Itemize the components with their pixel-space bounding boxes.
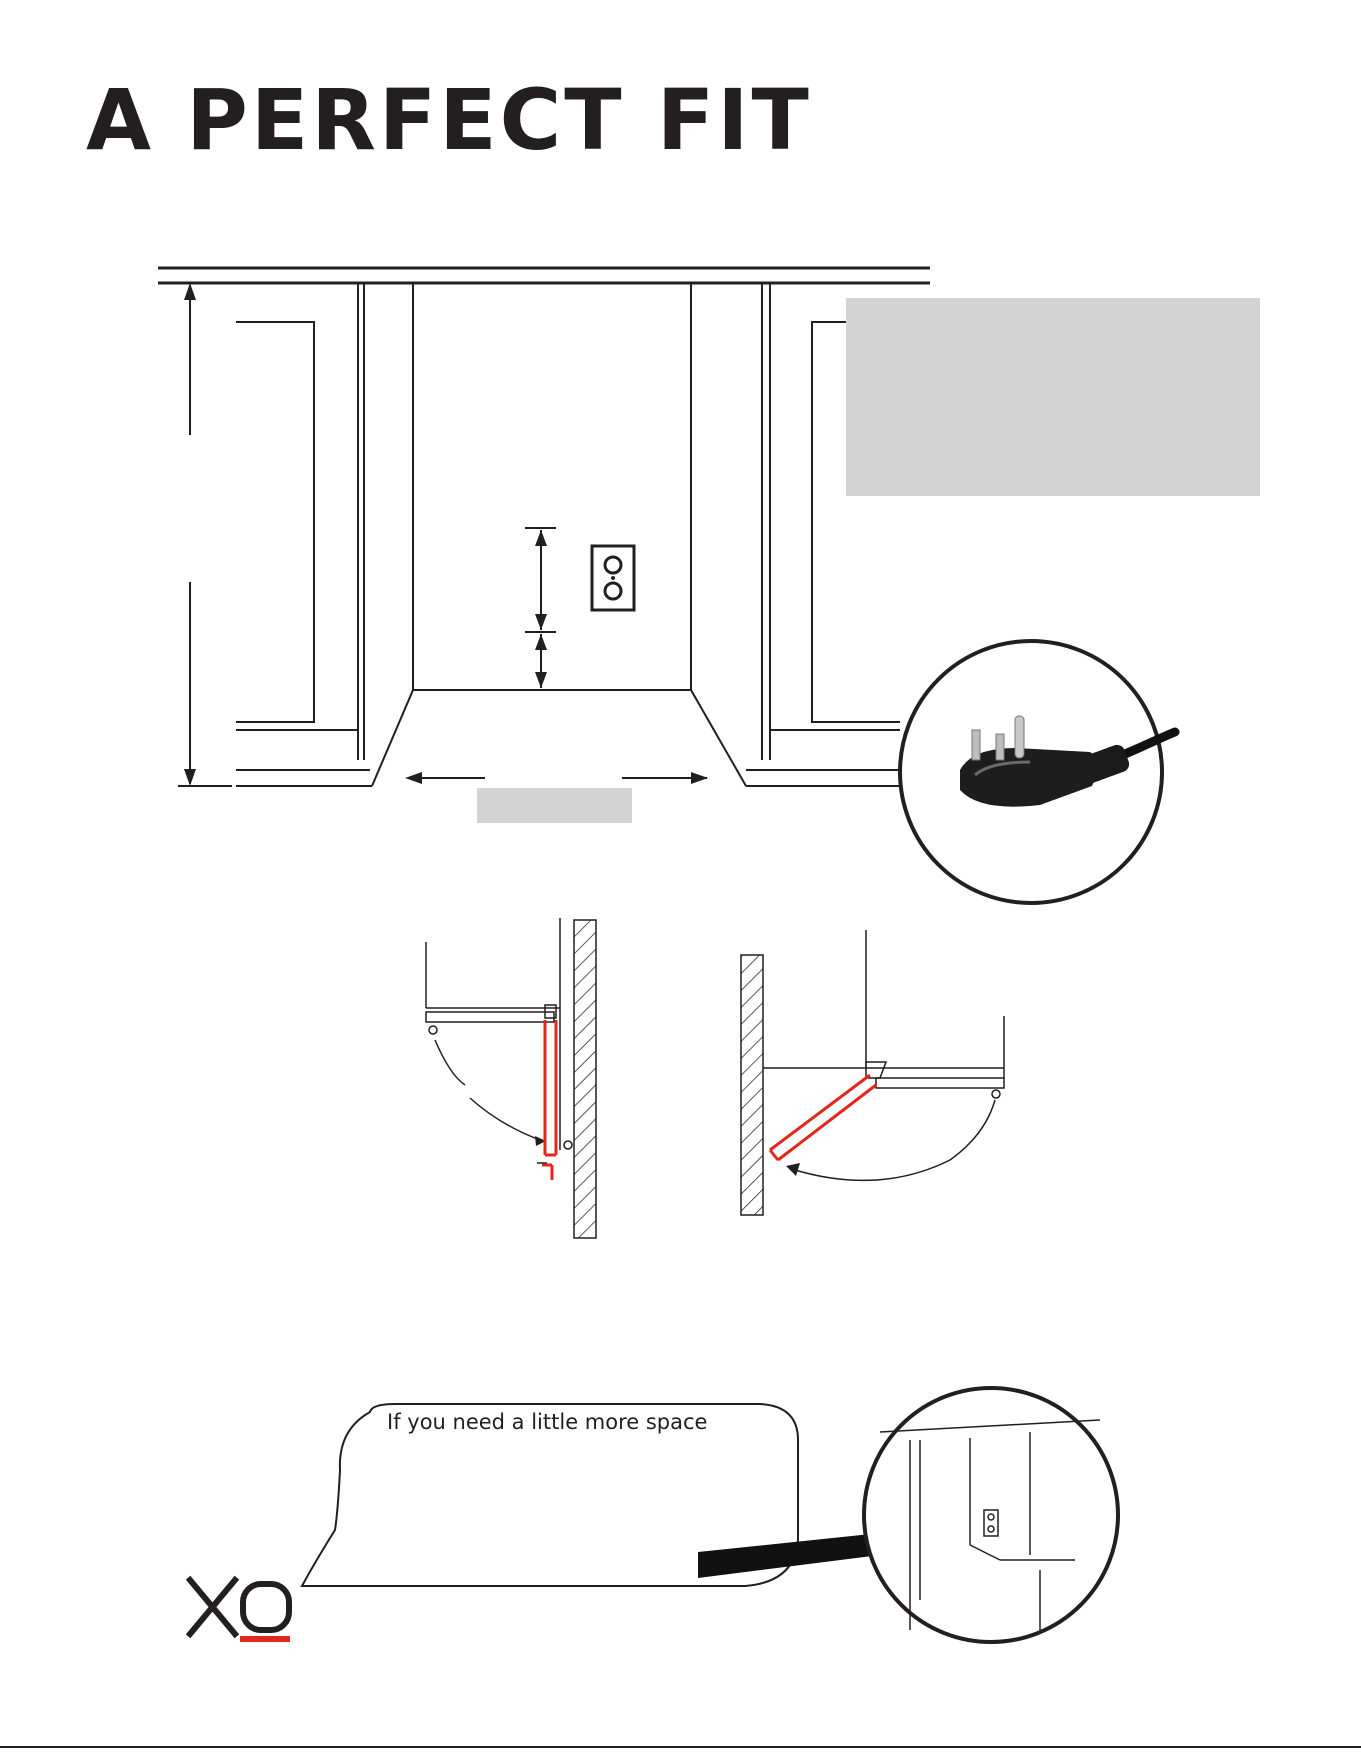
page-title: A PERFECT FIT (86, 71, 812, 169)
bubble-text: If you need a little more space (387, 1410, 708, 1434)
footer-rule (0, 1746, 1361, 1748)
